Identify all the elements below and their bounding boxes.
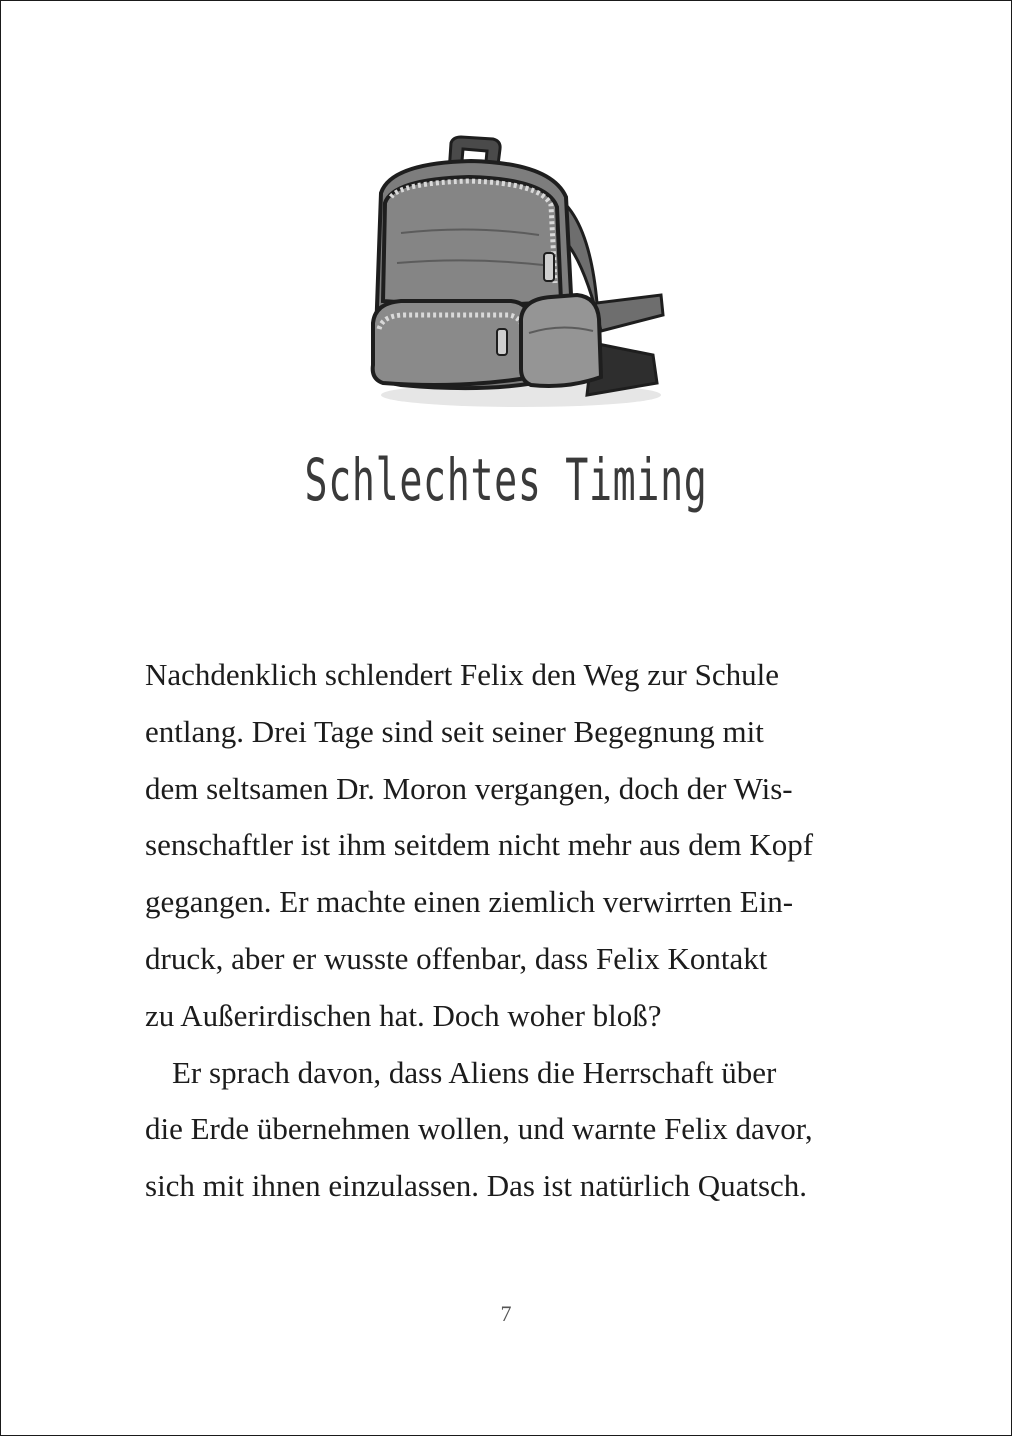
text-line: entlang. Drei Tage sind seit seiner Begegnung mit [145, 713, 764, 749]
body-text [145, 647, 875, 1215]
chapter-title: Schlechtes Timing [304, 446, 708, 514]
text-line: dem seltsamen Dr. Moron vergangen, doch der Wis- [145, 770, 793, 806]
page-number: 7 [500, 1301, 512, 1326]
text-line: Nachdenklich schlendert Felix den Weg zur Schule [145, 657, 779, 692]
text-line: sich mit ihnen einzulassen. Das ist natürlich Quatsch. [145, 1168, 808, 1204]
text-line: druck, aber er wusste offenbar, dass Felix Kontakt [145, 940, 768, 976]
text-line: zu Außerirdischen hat. Doch woher bloß? [145, 997, 662, 1033]
backpack-icon [361, 133, 671, 413]
text-line: gegangen. Er machte einen ziemlich verwirrten Ein- [145, 884, 794, 920]
text-line: senschaftler ist ihm seitdem nicht mehr aus dem Kopf [145, 827, 814, 863]
text-line: Er sprach davon, dass Aliens die Herrschaft über [172, 1054, 777, 1090]
text-line: die Erde übernehmen wollen, und warnte Felix davor, [145, 1111, 813, 1147]
